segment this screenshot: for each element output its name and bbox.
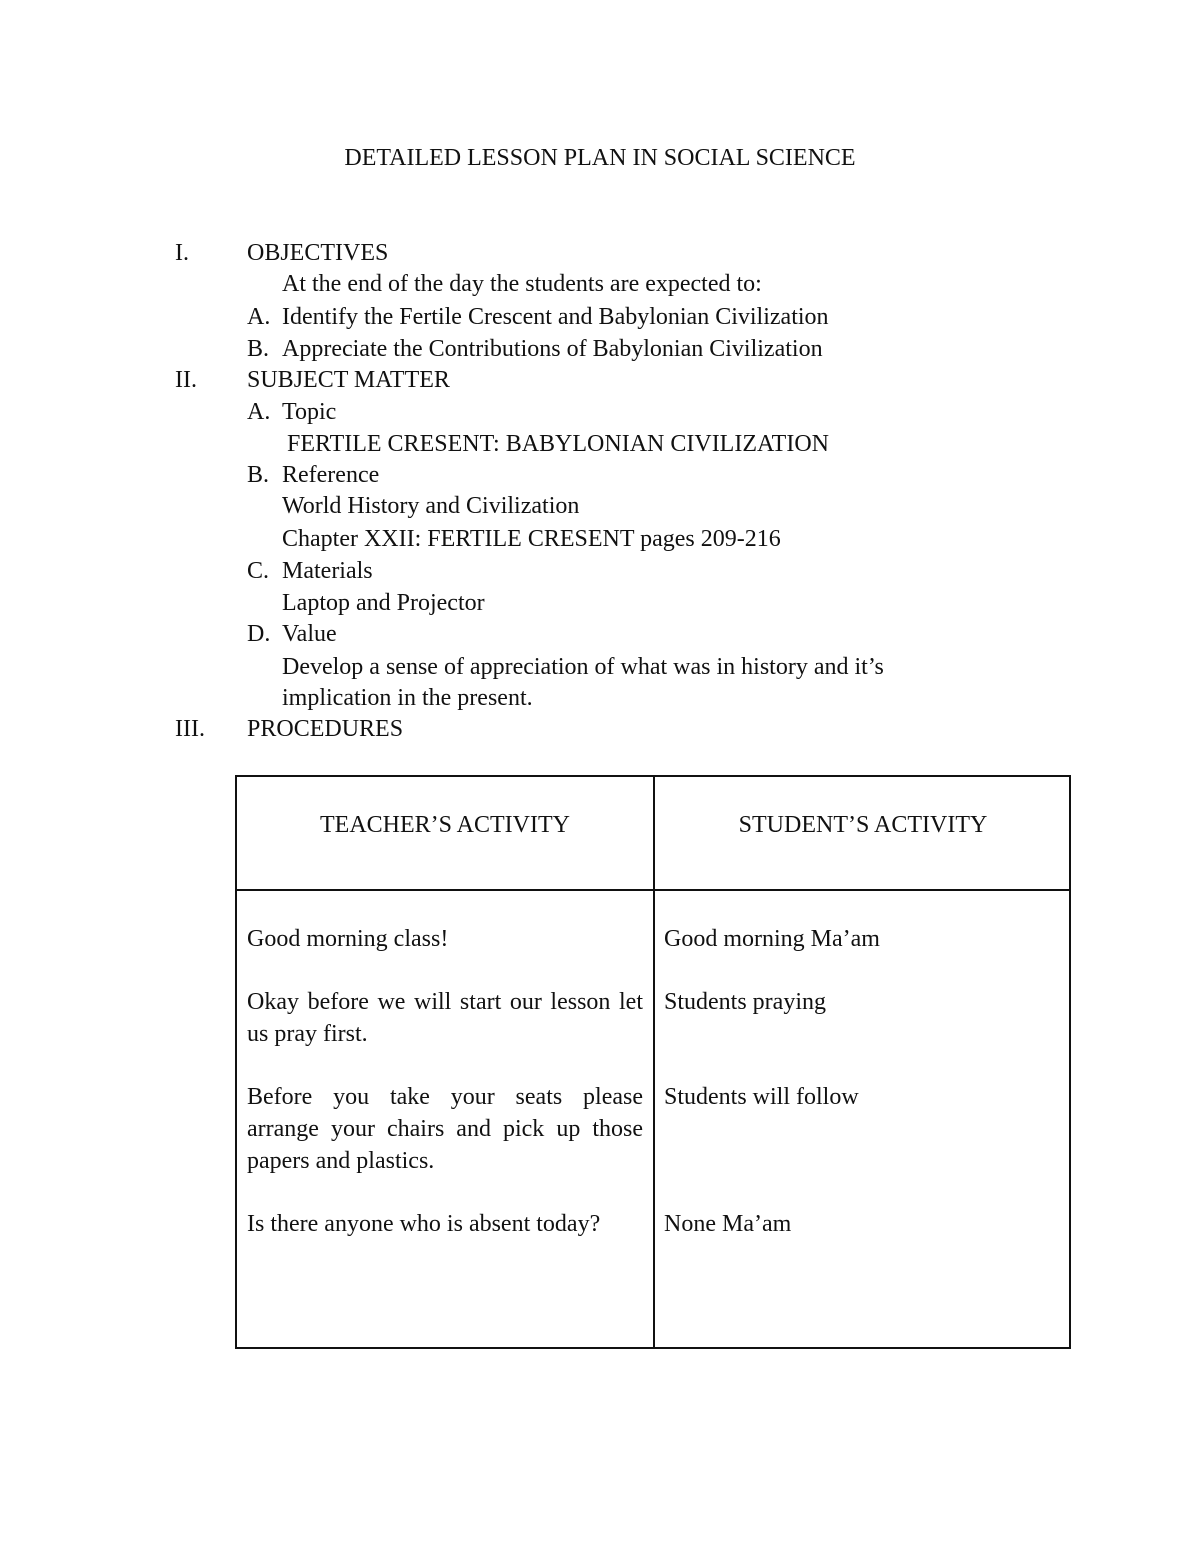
student-activity-3: Students will follow xyxy=(664,1084,859,1110)
reference-chapter: Chapter XXII: FERTILE CRESENT pages 209-216 xyxy=(282,526,781,552)
teacher-activity-2: Okay before we will start our lesson let us pray first. xyxy=(247,989,643,1047)
procedures-table xyxy=(235,775,1071,1349)
topic-value: FERTILE CRESENT: BABYLONIAN CIVILIZATION xyxy=(287,431,829,457)
value-text-line-1: Develop a sense of appreciation of what was in history and it’s xyxy=(282,654,884,680)
teacher-activity-3: Before you take your seats please arrange your chairs and pick up those papers and plastics. xyxy=(247,1084,643,1174)
table-header-teacher: TEACHER’S ACTIVITY xyxy=(320,812,570,838)
objectives-intro: At the end of the day the students are expected to: xyxy=(282,271,762,297)
reference-letter: B. xyxy=(247,462,270,488)
materials-value: Laptop and Projector xyxy=(282,590,485,616)
value-letter: D. xyxy=(247,621,271,647)
section-numeral-procedures: III. xyxy=(175,716,205,742)
topic-letter: A. xyxy=(247,399,271,425)
student-activity-4: None Ma’am xyxy=(664,1211,792,1237)
section-heading-objectives: OBJECTIVES xyxy=(247,240,389,266)
reference-label: Reference xyxy=(282,462,380,488)
section-heading-subject-matter: SUBJECT MATTER xyxy=(247,367,450,393)
value-text-line-2: implication in the present. xyxy=(282,685,533,711)
objective-letter-a: A. xyxy=(247,304,271,330)
objective-text-b: Appreciate the Contributions of Babylonian Civilization xyxy=(282,336,823,362)
page-title: DETAILED LESSON PLAN IN SOCIAL SCIENCE xyxy=(344,145,856,171)
materials-label: Materials xyxy=(282,558,373,584)
table-header-divider xyxy=(237,889,1069,891)
table-header-student: STUDENT’S ACTIVITY xyxy=(738,812,988,838)
objective-letter-b: B. xyxy=(247,336,270,362)
teacher-activity-1: Good morning class! xyxy=(247,926,449,952)
reference-book: World History and Civilization xyxy=(282,493,580,519)
section-numeral-objectives: I. xyxy=(175,240,189,266)
student-activity-2: Students praying xyxy=(664,989,826,1015)
topic-label: Topic xyxy=(282,399,337,425)
value-label: Value xyxy=(282,621,337,647)
student-activity-1: Good morning Ma’am xyxy=(664,926,880,952)
objective-text-a: Identify the Fertile Crescent and Babylonian Civilization xyxy=(282,304,829,330)
section-heading-procedures: PROCEDURES xyxy=(247,716,404,742)
materials-letter: C. xyxy=(247,558,270,584)
table-column-divider xyxy=(653,777,655,1347)
section-numeral-subject-matter: II. xyxy=(175,367,197,393)
teacher-activity-4: Is there anyone who is absent today? xyxy=(247,1211,601,1237)
